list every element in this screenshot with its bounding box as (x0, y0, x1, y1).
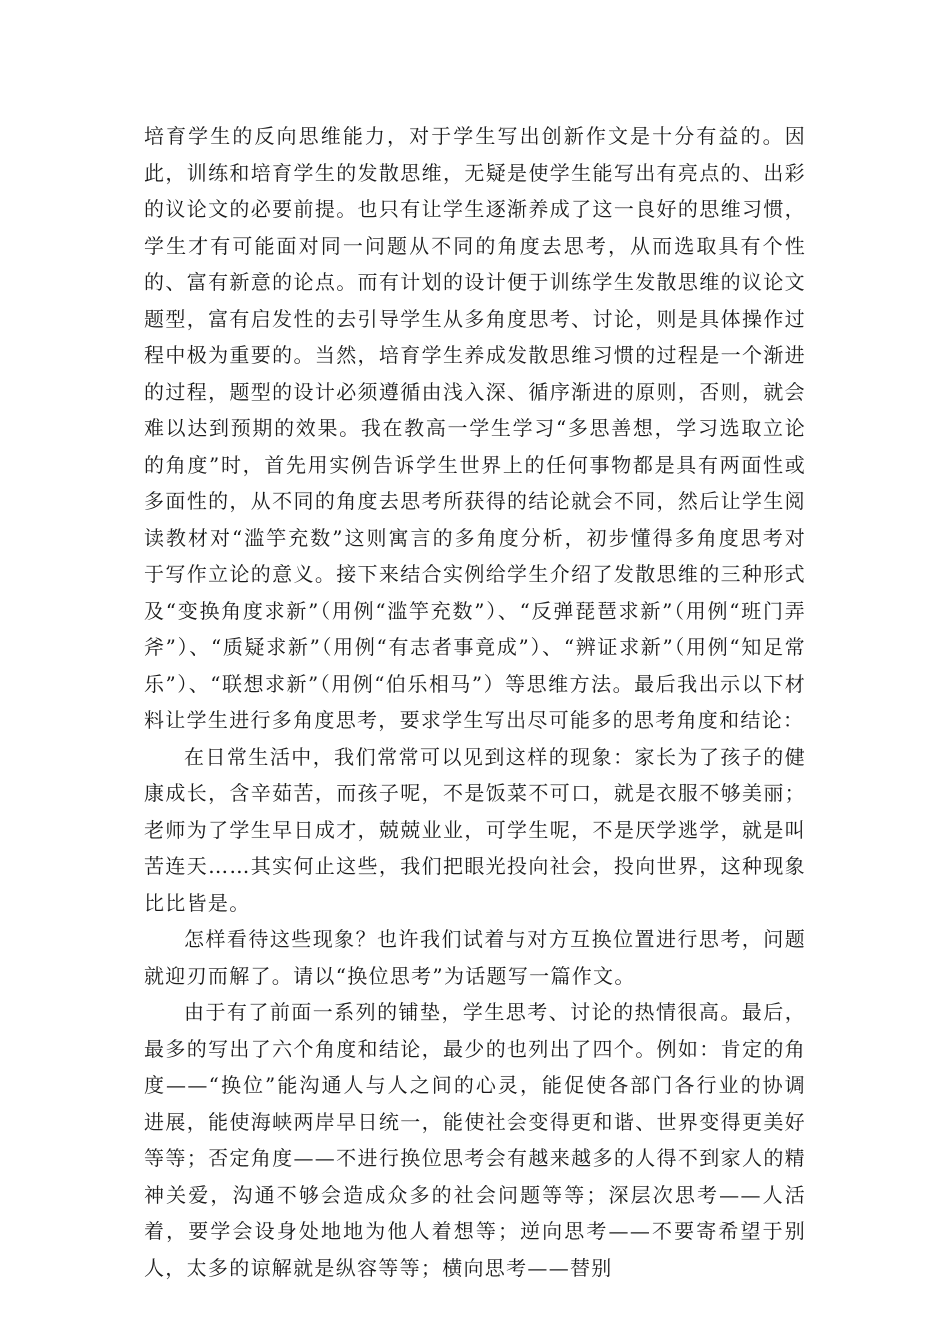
paragraph-prompt: 怎样看待这些现象？也许我们试着与对方互换位置进行思考，问题就迎刃而解了。请以“换位思考”为话题写一篇作文。 (144, 927, 806, 988)
paragraph-material: 在日常生活中，我们常常可以见到这样的现象：家长为了孩子的健康成长，含辛茹苦，而孩子呢，不是饭菜不可口，就是衣服不够美丽；老师为了学生早日成才，兢兢业业，可学生呢，不是厌学逃学，就是叫苦连天……其实何止这些，我们把眼光投向社会，投向世界，这种现象比比皆是。 (144, 744, 806, 915)
document-page (144, 118, 806, 1286)
paragraph-discussion: 由于有了前面一系列的铺垫，学生思考、讨论的热情很高。最后，最多的写出了六个角度和结论，最少的也列出了四个。例如：肯定的角度——“换位”能沟通人与人之间的心灵，能促使各部门各行业的协调进展，能使海峡两岸早日统一，能使社会变得更和谐、世界变得更美好等等；否定角度——不进行换位思考会有越来越多的人得不到家人的精神关爱，沟通不够会造成众多的社会问题等等；深层次思考——人活着，要学会设身处地地为他人着想等；逆向思考——不要寄希望于别人，太多的谅解就是纵容等等；横向思考——替别 (144, 1000, 806, 1280)
paragraph-intro: 培育学生的反向思维能力，对于学生写出创新作文是十分有益的。因此，训练和培育学生的发散思维，无疑是使学生能写出有亮点的、出彩的议论文的必要前提。也只有让学生逐渐养成了这一良好的思维习惯，学生才有可能面对同一问题从不同的角度去思考，从而选取具有个性的、富有新意的论点。而有计划的设计便于训练学生发散思维的议论文题型，富有启发性的去引导学生从多角度思考、讨论，则是具体操作过程中极为重要的。当然，培育学生养成发散思维习惯的过程是一个渐进的过程，题型的设计必须遵循由浅入深、循序渐进的原则，否则，就会难以达到预期的效果。我在教高一学生学习“多思善想，学习选取立论的角度”时，首先用实例告诉学生世界上的任何事物都是具有两面性或多面性的，从不同的角度去思考所获得的结论就会不同，然后让学生阅读教材对“滥竽充数”这则寓言的多角度分析，初步懂得多角度思考对于写作立论的意义。接下来结合实例给学生介绍了发散思维的三种形式及“变换角度求新”（用例“滥竽充数”）、“反弹琵琶求新”（用例“班门弄斧”）、“质疑求新”（用例“有志者事竟成”）、“辨证求新”（用例“知足常乐”）、“联想求新”（用例“伯乐相马”）等思维方法。最后我出示以下材料让学生进行多角度思考，要求学生写出尽可能多的思考角度和结论： (144, 124, 806, 732)
